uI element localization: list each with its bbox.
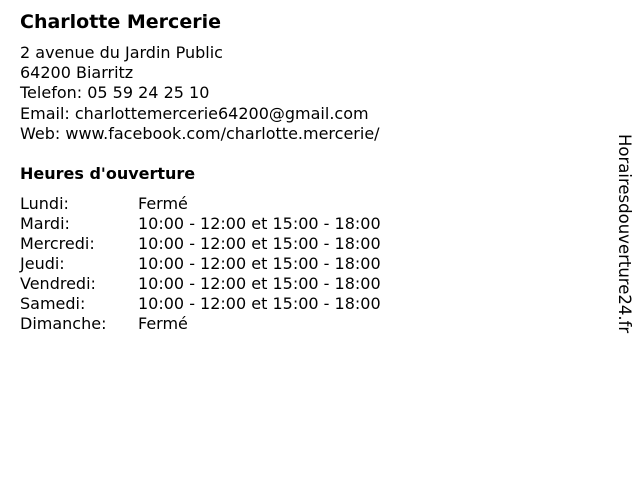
website-line: Web: www.facebook.com/charlotte.mercerie/ <box>20 123 380 143</box>
time-value: 10:00 - 12:00 et 15:00 - 18:00 <box>138 274 381 293</box>
time-value: 10:00 - 12:00 et 15:00 - 18:00 <box>138 214 381 233</box>
hours-row-tuesday <box>20 214 381 234</box>
hours-table <box>20 194 381 334</box>
site-watermark-text: Horairesdouverture24.fr <box>615 134 634 334</box>
time-value: 10:00 - 12:00 et 15:00 - 18:00 <box>138 254 381 273</box>
hours-row-wednesday <box>20 234 381 254</box>
hours-row-sunday <box>20 314 381 334</box>
business-name: Charlotte Mercerie <box>20 11 221 33</box>
day-label: Vendredi: <box>20 274 96 293</box>
day-label: Samedi: <box>20 294 86 313</box>
business-contact-block <box>20 43 380 144</box>
day-label: Jeudi: <box>20 254 65 273</box>
time-value: Fermé <box>138 314 188 333</box>
day-label: Lundi: <box>20 194 69 213</box>
email-line: Email: charlottemercerie64200@gmail.com <box>20 103 369 123</box>
hours-heading: Heures d'ouverture <box>20 164 196 183</box>
day-label: Dimanche: <box>20 314 107 333</box>
site-watermark <box>608 134 638 346</box>
day-label: Mardi: <box>20 214 70 233</box>
address-city: 64200 Biarritz <box>20 63 134 83</box>
hours-row-friday <box>20 274 381 294</box>
phone-line: Telefon: 05 59 24 25 10 <box>20 83 210 103</box>
time-value: 10:00 - 12:00 et 15:00 - 18:00 <box>138 234 381 253</box>
time-value: Fermé <box>138 194 188 213</box>
address-street: 2 avenue du Jardin Public <box>20 43 223 62</box>
time-value: 10:00 - 12:00 et 15:00 - 18:00 <box>138 294 381 313</box>
hours-row-saturday <box>20 294 381 314</box>
hours-row-monday <box>20 194 381 214</box>
day-label: Mercredi: <box>20 234 95 253</box>
hours-row-thursday <box>20 254 381 274</box>
